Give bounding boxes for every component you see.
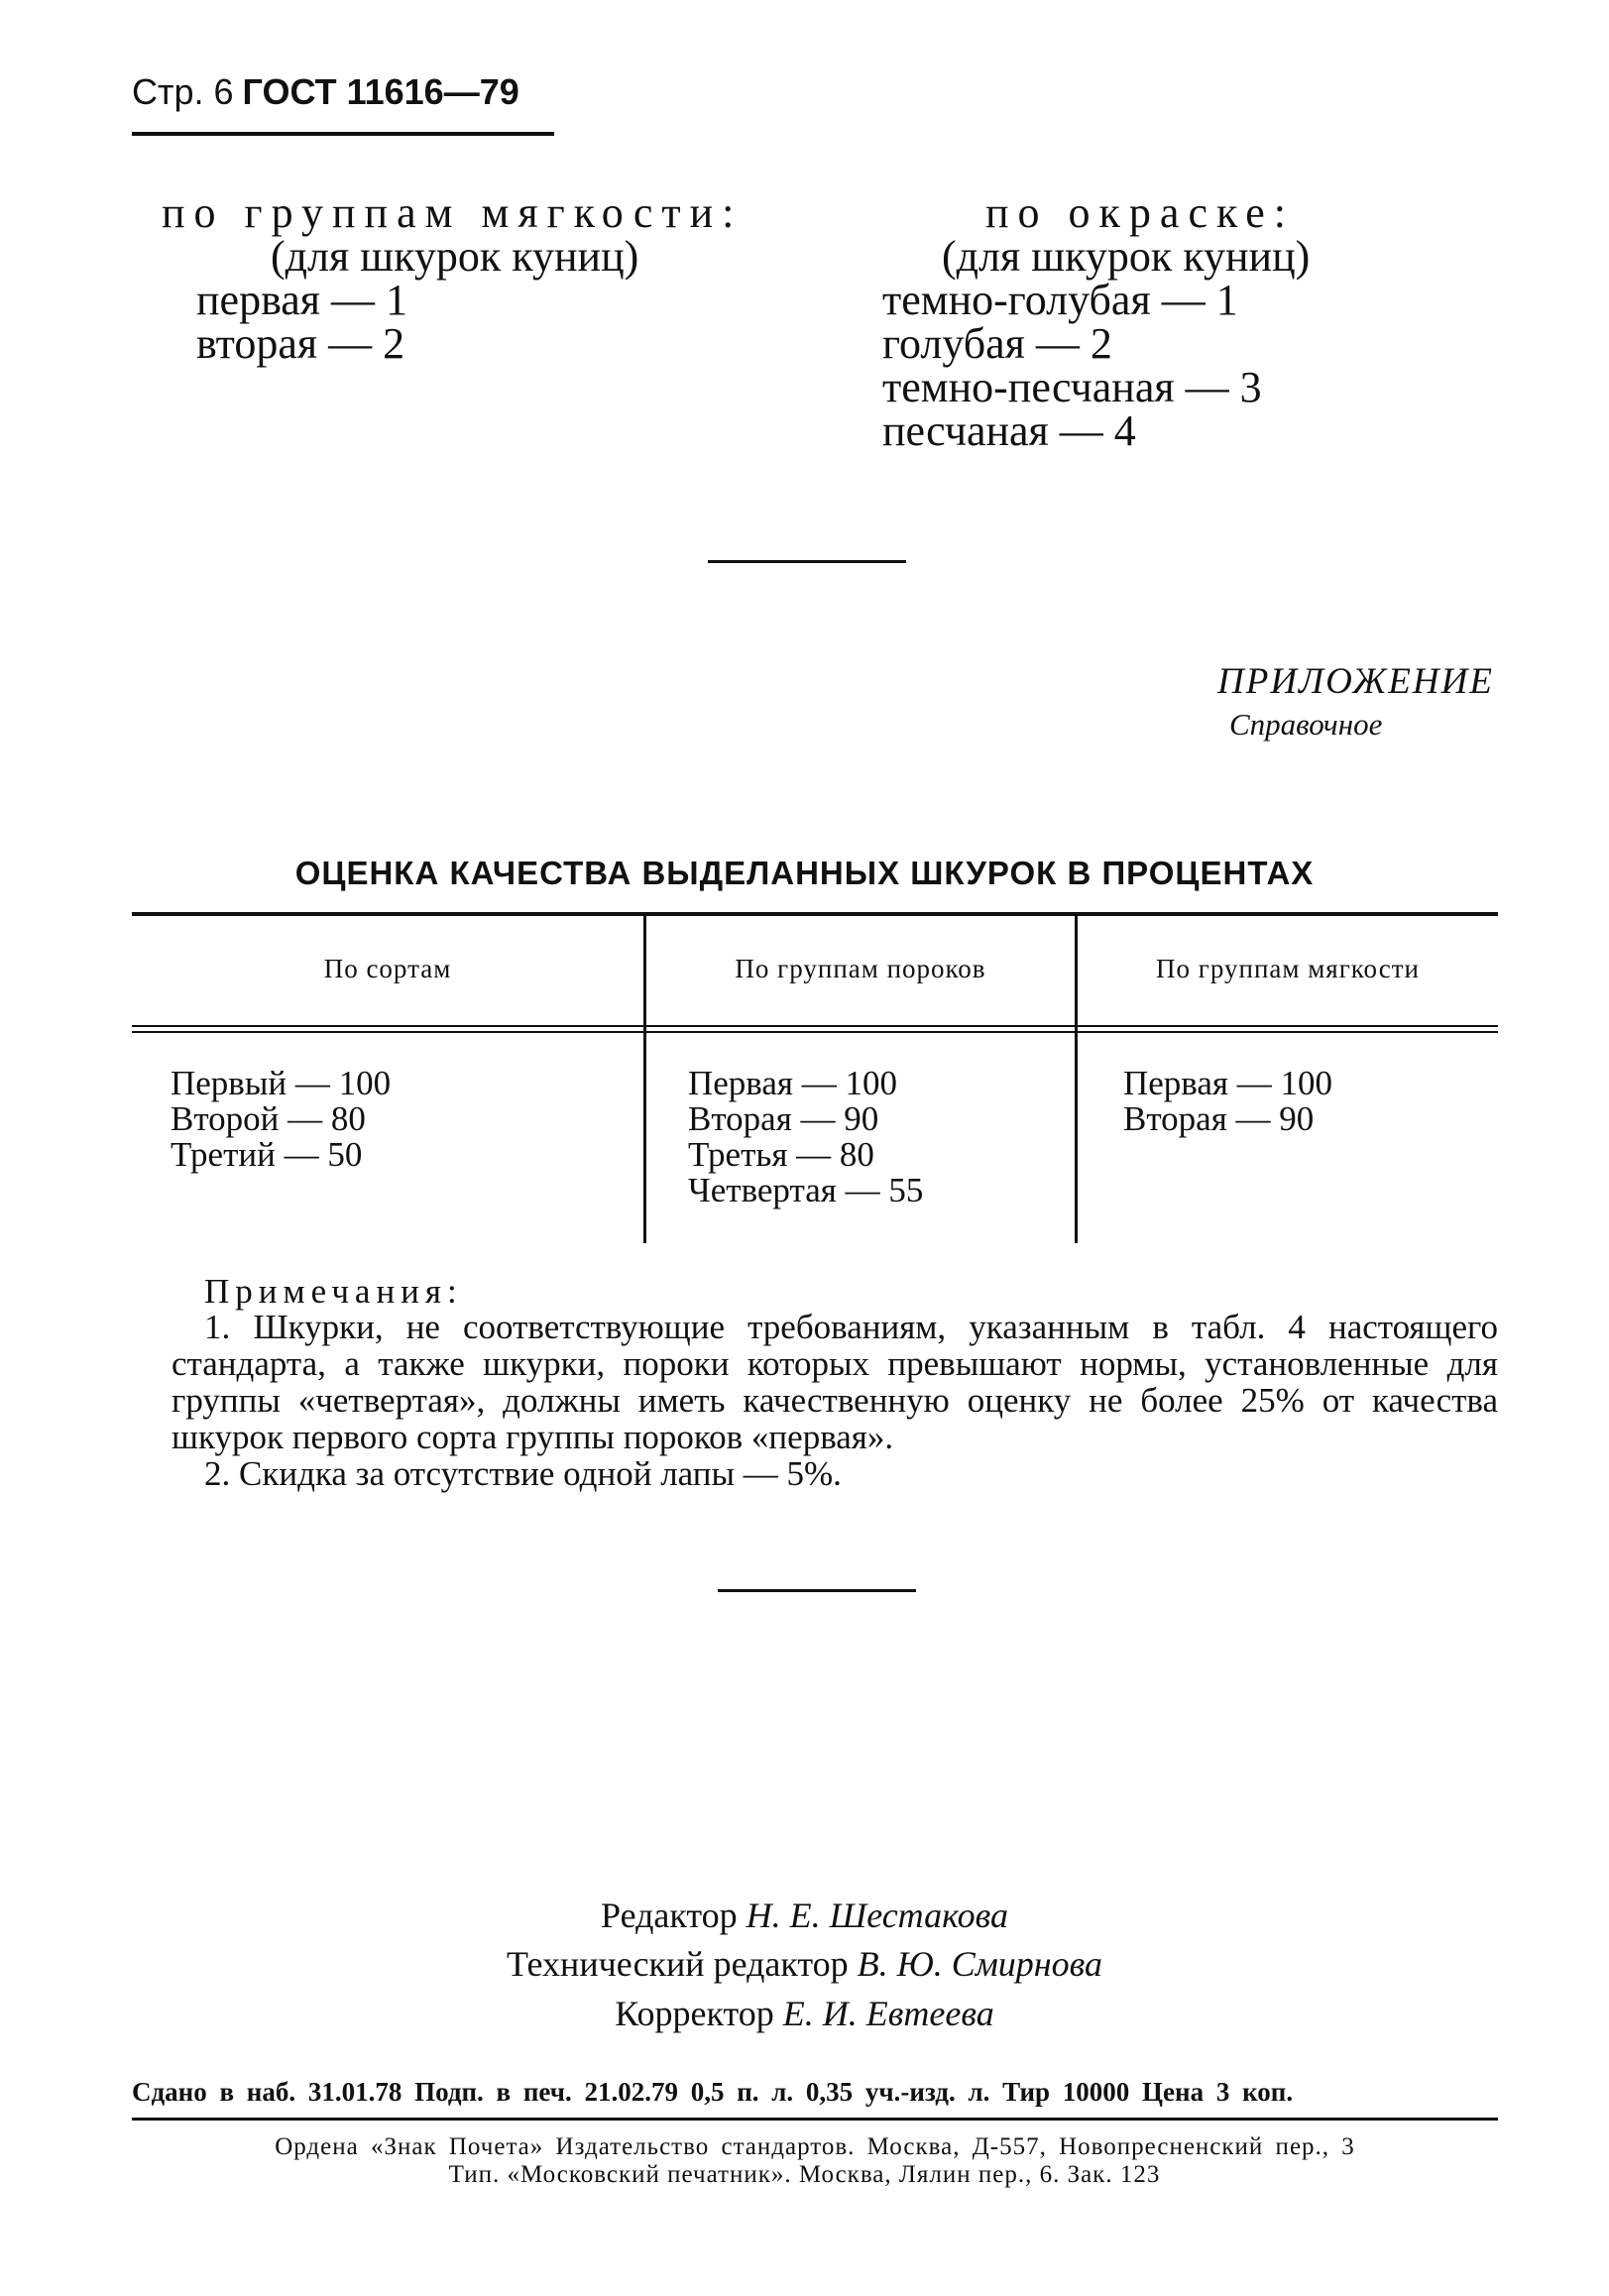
header-rule: [132, 132, 554, 136]
appendix-label: ПРИЛОЖЕНИЕ: [1217, 661, 1494, 702]
table-value: Первая — 100: [1123, 1064, 1333, 1102]
table-value: Первый — 100: [171, 1064, 392, 1102]
notes-body: [172, 1309, 1498, 1492]
table-value: Четвертая — 55: [688, 1171, 924, 1209]
printer-line: Тип. «Московский печатник». Москва, Лялин пер., 6. Зак. 123: [448, 2161, 1161, 2188]
coloring-groups: [882, 188, 1311, 455]
credit-name: В. Ю. Смирнова: [857, 1944, 1103, 1984]
note-item: 1. Шкурки, не соответствующие требованиям, указанным в табл. 4 настоящего стандарта, а также шкурки, пороки которых превышают нормы, установленные для группы «четвертая», должны иметь качественную оценку не более 25% от качества шкурок первого сорта группы пороков «первая».: [172, 1308, 1498, 1456]
coloring-item: темно-голубая — 1: [882, 276, 1238, 324]
table-header-rule: [132, 1031, 1498, 1033]
coloring-item: голубая — 2: [882, 319, 1112, 368]
publisher-line: Ордена «Знак Почета» Издательство стандартов. Москва, Д-557, Новопресненский пер., 3: [275, 2133, 1355, 2160]
credit-name: Н. Е. Шестакова: [746, 1895, 1008, 1935]
table-top-rule: [132, 912, 1498, 916]
table-header-rule: [132, 1025, 1498, 1027]
table-value: Третий — 50: [171, 1135, 363, 1174]
note-item: 2. Скидка за отсутствие одной лапы — 5%.: [204, 1454, 842, 1493]
page-header: [132, 71, 519, 113]
section-divider: [718, 1589, 916, 1592]
table-header-defects: По группам пороков: [735, 954, 986, 983]
credit-name: Е. И. Евтеева: [782, 1994, 994, 2033]
table-header-softness: По группам мягкости: [1156, 954, 1420, 983]
table-title: ОЦЕНКА КАЧЕСТВА ВЫДЕЛАННЫХ ШКУРОК В ПРОЦЕНТАХ: [294, 855, 1315, 891]
credit-editor: [0, 1894, 1609, 1936]
softness-groups: [162, 188, 744, 368]
appendix-type: Справочное: [1229, 707, 1383, 742]
imprint-line: Сдано в наб. 31.01.78 Подп. в печ. 21.02.79 0,5 п. л. 0,35 уч.-изд. л. Тир 10000 Цена 3 коп.: [132, 2077, 1294, 2107]
standard-number: ГОСТ 11616—79: [242, 71, 519, 112]
softness-heading: по группам мягкости:: [162, 188, 744, 237]
table-header-grades: По сортам: [323, 954, 452, 983]
notes-title: Примечания:: [204, 1272, 463, 1311]
softness-subheading: (для шкурок куниц): [271, 232, 639, 281]
table-value: Первая — 100: [688, 1064, 898, 1102]
credit-role: Технический редактор: [506, 1944, 849, 1984]
page-number: Стр. 6: [132, 71, 234, 112]
coloring-subheading: (для шкурок куниц): [942, 232, 1311, 281]
table-value: Третья — 80: [688, 1135, 874, 1174]
section-divider: [708, 560, 906, 563]
table-cell-softness: [1123, 1066, 1332, 1137]
table-cell-defects: [688, 1066, 923, 1208]
credit-corrector: [0, 1993, 1609, 2034]
coloring-item: песчаная — 4: [882, 406, 1136, 455]
table-value: Вторая — 90: [1123, 1099, 1315, 1138]
table-value: Второй — 80: [171, 1099, 366, 1138]
credit-role: Редактор: [601, 1895, 738, 1935]
coloring-item: темно-песчаная — 3: [882, 363, 1262, 411]
credit-tech-editor: [0, 1943, 1609, 1985]
coloring-heading: по окраске:: [985, 188, 1296, 237]
credit-role: Корректор: [615, 1994, 774, 2033]
table-value: Вторая — 90: [688, 1099, 879, 1138]
imprint-rule: [132, 2118, 1498, 2121]
table-cell-grades: [171, 1066, 391, 1173]
softness-item: первая — 1: [196, 276, 408, 324]
softness-item: вторая — 2: [196, 319, 405, 368]
